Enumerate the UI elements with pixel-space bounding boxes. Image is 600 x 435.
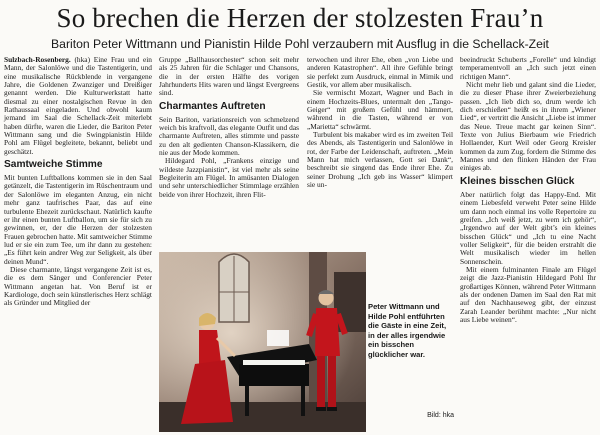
paragraph: Diese charmante, längst vergangene Zeit ist es, die es dem Sänger und Conferencier Peter Wittmann angetan hat. Von Beruf ist er Kardiologe, doch sein künstlerisches Herz schlägt als Gründer und Mitglied der <box>4 264 152 308</box>
section-heading-charmantes-auftreten: Charmantes Auftreten <box>159 100 266 112</box>
section-heading-samtweiche-stimme: Samtweiche Stimme <box>4 159 103 171</box>
paragraph: Nicht mehr lieb und galant sind die Lieder, die zu dieser Phase ihrer Zweierbeziehung passen. „Ich lieb dich so, drum werde ich dich erschießen“ heißt es in ihrem „Wiener Lied“, er vertritt die Ansicht „Liebe ist immer das Neue. Treue macht gar keinen Sinn“. Texte von Julius Bierbaum wie Friedrich Hollaender, Kurt Weil oder Georg Kreisler kommen da zum Zug, fordern die Stimme des Mannes und den flinken Händen der Frau einiges ab. <box>460 80 596 173</box>
column-3 <box>307 56 453 250</box>
column-2 <box>159 56 299 250</box>
intro-paragraph <box>4 56 152 156</box>
photo-caption: Peter Wittmann und Hilde Pohl entführten die Gäste in eine Zeit, in der alles irgendwie ein bisschen glücklicher war. <box>368 302 447 359</box>
arched-window <box>219 254 249 322</box>
paragraph: terwochen und ihrer Ehe, eben „von Liebe und anderen Katastrophen“. All ihre Gefühle bringt sie perfekt zum Ausdruck, einmal in Mimik und Gestik, vor allem aber musikalisch. <box>307 55 453 90</box>
performance-photo <box>159 252 366 432</box>
paragraph: beeindruckt Schuberts „Forelle“ und kündigt temperamentvoll an „Ich such jetzt einen richtigen Mann“. <box>460 55 596 81</box>
paragraph: Mit bunten Luftballons kommen sie in den Saal getänzelt, die Tastentigerin im Rüschentraum und der Salonlöwe im eleganten Anzug, ein nicht mehr ganz taufrisches Paar, das auf eine turbulente Ehezeit zurückschaut. Natürlich kaufte er ihr einen bunten Luftballon, um sie für sich zu gewinnen, er, der die Herzen der stolzesten Frauen gebrochen hatte. Mit samtweicher Stimme lud er sie ein zum Tee, um ihr dann zu gestehen: „Es führt kein andrer Weg zur Seligkeit, als über deinen Mund“. <box>4 173 152 266</box>
paragraph: Mit einem fulminanten Finale am Flügel zeigt die Jazz-Pianistin Hildegard Pohl Ihr großartiges Können, während Peter Wittmann als der ondenen Damen im Saal den Rat mit auf den Nachhauseweg gibt, der einzust Zarah Leander berühmt machte: „Nur nicht aus Liebe weinen“. <box>460 264 596 324</box>
paragraph: Gruppe „Ballhausorchester“ schon seit mehr als 25 Jahren für die Schlager und Chansons, die in der ersten Hälfte des vorigen Jahrhunderts Hits waren und längst Evergreens sind. <box>159 55 299 98</box>
paragraph: Turbulent bis makaber wird es im zweiten Teil des Abends, als Tastentigerin und Salonlöwe in rot, der Farbe der Leidenschaft, auftreten. „Mein Mann hat mich verlassen, Gott sei Dank“, beschreibt sie singend das Ende ihrer Ehe. Zu seiner Drohung „Ich geb ins Wasser“ klimpert sie un- <box>307 130 453 190</box>
stage-scene-illustration <box>159 252 366 432</box>
photo-credit: Bild: hka <box>427 412 454 419</box>
headline: So brechen die Herzen der stolzesten Frau’n <box>56 3 544 33</box>
intro-text: (hka) Eine Frau und ein Mann, der Salonlöwe und die Tastentigerin, und eine musikalische Rückblende in vergangene Jahre, die Goldenen Zwanziger und Dreißiger genannt werden. Die Kulturwerkstatt hatte diesmal zu einer nostalgischen Revue in den Rathaussaal eingeladen. Und obwohl kaum jemand im Saal die Schellack-Zeit miterlebt haben dürfte, waren die Lieder, die Bariton Peter Wittmann sang und die Swingpianistin Hilde Pohl am Flügel begleitete, bekannt, beliebt und geschätzt. <box>4 55 152 156</box>
dateline: Sulzbach-Rosenberg. <box>4 55 71 64</box>
subheadline: Bariton Peter Wittmann und Pianistin Hilde Pohl verzaubern mit Ausflug in die Schellack-Zeit <box>51 37 549 51</box>
paragraph: Sie vermischt Mozart, Wagner und Bach in einem Hochzeits-Blues, untermalt den „Tango-Geiger“ mit großem Gefühl und hämmert, während in die Tasten, während er von „Marietta“ schwärmt. <box>307 88 453 131</box>
column-4 <box>460 56 596 434</box>
paragraph: Sein Bariton, variationsreich von schmelzend weich bis kraftvoll, das elegante Outfit und das charmante Auftreten, alles stimmte und passte zu den alt gedienten Chanson-Klassikern, die nie aus der Mode kommen. <box>159 114 299 158</box>
paragraph: Aber natürlich folgt das Happy-End. Mit einem Liebesfeld verweht Peter seine Hilde um dann noch einmal ins volle Repertoire zu greifen. „Ich weiß jetzt, zu wem ich gehör“, „Irgendwo auf der Welt gibt’s ein kleines bisschen Glück“ und „Ich tu eine Nacht voller Seligkeit“, für die beiden erstrahlt die Welt musikalisch wieder im hellen Sonnenschein. <box>460 189 596 266</box>
section-heading-kleines-bisschen-glueck: Kleines bisschen Glück <box>460 175 575 187</box>
column-1 <box>4 56 152 434</box>
paragraph: Hildegard Pohl, „Frankens einzige und wildeste Jazzpianistin“, ist viel mehr als seine Begleiterin am Flügel. In amüsanten Dialogen und sehr unterschiedlicher Stimmlage erzählen beide von ihrer Hochzeit, ihren Flit- <box>159 156 299 199</box>
